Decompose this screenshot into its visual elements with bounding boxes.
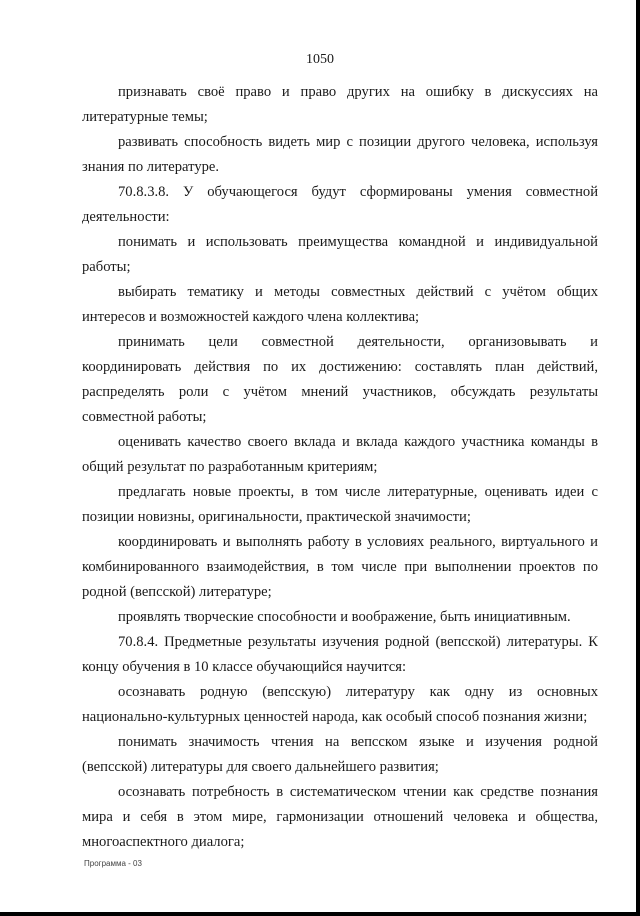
paragraph: понимать и использовать преимущества командной и индивидуальной работы; [82, 234, 598, 275]
paragraph: проявлять творческие способности и воображение, быть инициативным. [118, 609, 571, 625]
footer-note: Программа - 03 [84, 859, 142, 868]
paragraph: развивать способность видеть мир с позиции другого человека, используя знания по литературе. [82, 134, 598, 175]
paragraph: осознавать потребность в систематическом чтении как средстве познания мира и себя в этом мире, гармонизации отношений человека и общества, многоаспектного диалога; [82, 784, 598, 850]
document-body [82, 80, 598, 855]
paragraph: принимать цели совместной деятельности, организовывать и координировать действия по их достижению: составлять план действий, распределять роли с учётом мнений участников, обсуждать результаты совместной работы; [82, 334, 598, 425]
paragraph: 70.8.3.8. У обучающегося будут сформированы умения совместной деятельности: [82, 184, 598, 225]
page-number: 1050 [306, 52, 334, 67]
paragraph: признавать своё право и право других на ошибку в дискуссиях на литературные темы; [82, 84, 598, 125]
paragraph: координировать и выполнять работу в условиях реального, виртуального и комбинированного взаимодействия, в том числе при выполнении проектов по родной (вепсской) литературе; [82, 534, 598, 600]
paragraph: 70.8.4. Предметные результаты изучения родной (вепсской) литературы. К концу обучения в 10 классе обучающийся научится: [82, 634, 598, 675]
paragraph: оценивать качество своего вклада и вклада каждого участника команды в общий результат по разработанным критериям; [82, 434, 598, 475]
paragraph: выбирать тематику и методы совместных действий с учётом общих интересов и возможностей каждого члена коллектива; [82, 284, 598, 325]
paragraph: предлагать новые проекты, в том числе литературные, оценивать идеи с позиции новизны, оригинальности, практической значимости; [82, 484, 598, 525]
paragraph: осознавать родную (вепсскую) литературу как одну из основных национально-культурных ценностей народа, как особый способ познания жизни; [82, 684, 598, 725]
paragraph: понимать значимость чтения на вепсском языке и изучения родной (вепсской) литературы для своего дальнейшего развития; [82, 734, 598, 775]
